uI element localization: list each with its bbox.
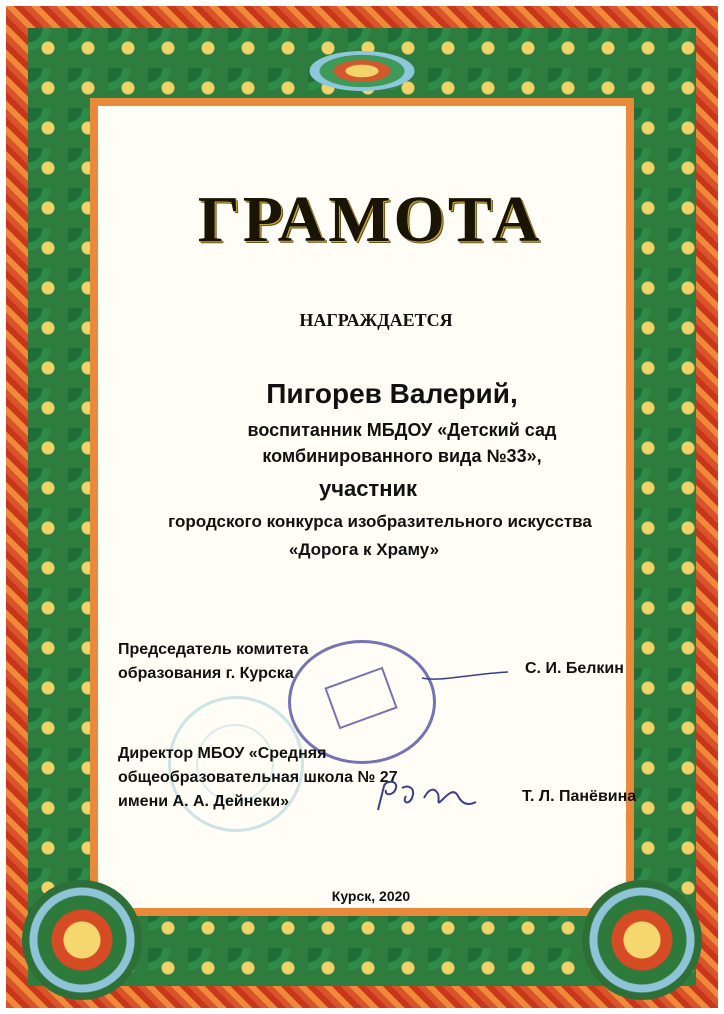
signatory-1-role — [118, 638, 308, 686]
signatory-2-role-line-3: имени А. А. Дейнеки» — [118, 793, 290, 810]
signatory-1-name: С. И. Белкин — [525, 660, 624, 677]
signatory-2-role-line-1: Директор МБОУ «Средняя — [118, 745, 327, 762]
participant-label: участник — [318, 476, 418, 501]
signatory-2-name: Т. Л. Панёвина — [522, 788, 637, 805]
signatory-2-role-line-2: общеобразовательная школа № 27 — [118, 769, 398, 786]
recipient-line-1: воспитанник МБДОУ «Детский сад — [247, 420, 557, 440]
certificate-title: ГРАМОТА — [197, 183, 543, 256]
place-and-year: Курск, 2020 — [331, 888, 411, 904]
signatory-2-role — [118, 742, 398, 814]
recipient-name: Пигорев Валерий, — [266, 378, 518, 409]
contest-line-2: «Дорога к Храму» — [288, 540, 440, 559]
awarded-label: НАГРАЖДАЕТСЯ — [299, 310, 453, 330]
top-ornament — [270, 36, 454, 106]
corner-ornament-right — [582, 880, 702, 1000]
signature-1 — [420, 664, 510, 688]
contest-line-1: городского конкурса изобразительного искусства — [168, 512, 592, 531]
corner-ornament-left — [22, 880, 142, 1000]
signature-2 — [372, 776, 482, 816]
signatory-1-role-line-2: образования г. Курска — [118, 665, 294, 682]
signatory-1-role-line-1: Председатель комитета — [118, 641, 309, 658]
recipient-line-2: комбинированного вида №33», — [262, 446, 542, 466]
